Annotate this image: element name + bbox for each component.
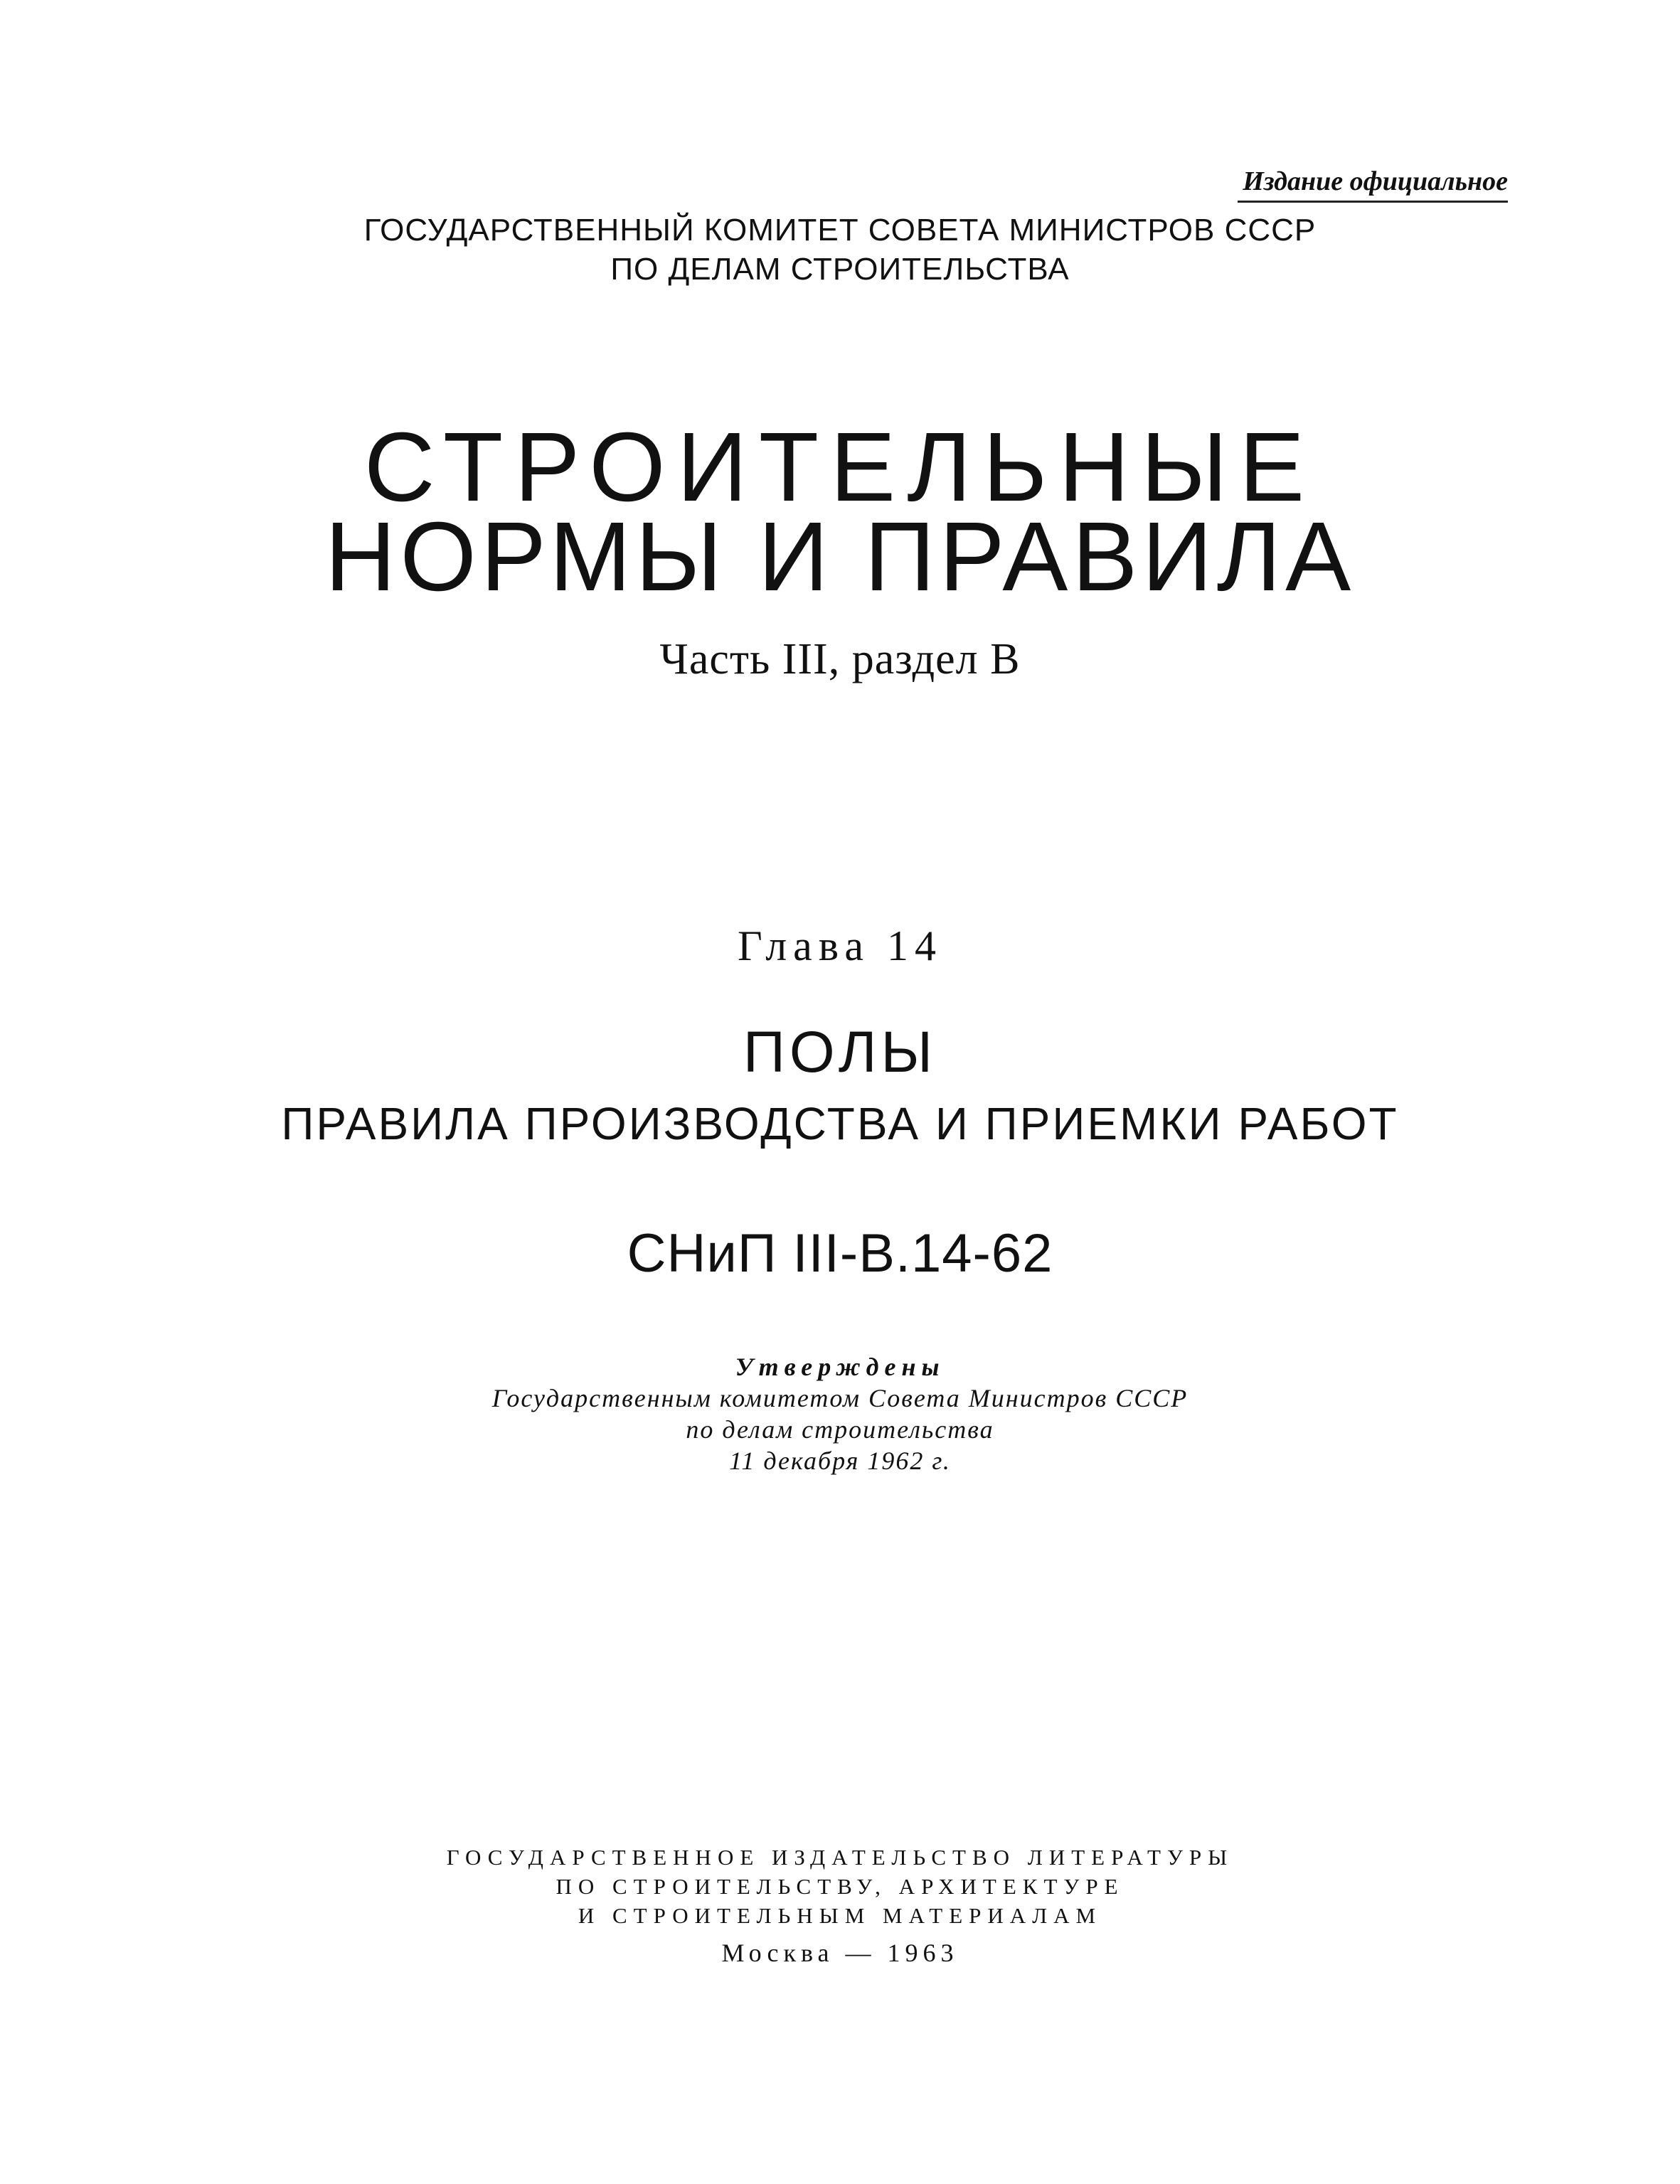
approval-line-1: Государственным комитетом Совета Министров СССР bbox=[491, 1384, 1189, 1412]
chapter-label: Глава 14 bbox=[738, 922, 942, 969]
title-line-1: СТРОИТЕЛЬНЫЕ bbox=[363, 412, 1317, 522]
title-line-2: НОРМЫ И ПРАВИЛА bbox=[324, 502, 1356, 612]
chapter-name: ПОЛЫ bbox=[743, 1020, 937, 1085]
publisher-line-1: ГОСУДАРСТВЕННОЕ ИЗДАТЕЛЬСТВО ЛИТЕРАТУРЫ bbox=[446, 1845, 1234, 1870]
official-edition-label: Издание официальное bbox=[1238, 165, 1508, 203]
document-code: СНиП III-В.14-62 bbox=[627, 1223, 1053, 1284]
committee-line-2: ПО ДЕЛАМ СТРОИТЕЛЬСТВА bbox=[610, 252, 1070, 287]
part-section: Часть III, раздел В bbox=[659, 635, 1021, 683]
committee-line-1: ГОСУДАРСТВЕННЫЙ КОМИТЕТ СОВЕТА МИНИСТРОВ СССР bbox=[363, 213, 1317, 247]
approval-date: 11 декабря 1962 г. bbox=[729, 1447, 951, 1475]
chapter-subtitle: ПРАВИЛА ПРОИЗВОДСТВА И ПРИЕМКИ РАБОТ bbox=[281, 1098, 1399, 1149]
city-year: Москва — 1963 bbox=[721, 1939, 959, 1967]
publisher-line-2: ПО СТРОИТЕЛЬСТВУ, АРХИТЕКТУРЕ bbox=[555, 1874, 1125, 1899]
publisher-line-3: И СТРОИТЕЛЬНЫМ МАТЕРИАЛАМ bbox=[578, 1903, 1102, 1928]
approval-line-2: по делам строительства bbox=[686, 1415, 994, 1444]
approval-heading: Утверждены bbox=[735, 1353, 945, 1381]
